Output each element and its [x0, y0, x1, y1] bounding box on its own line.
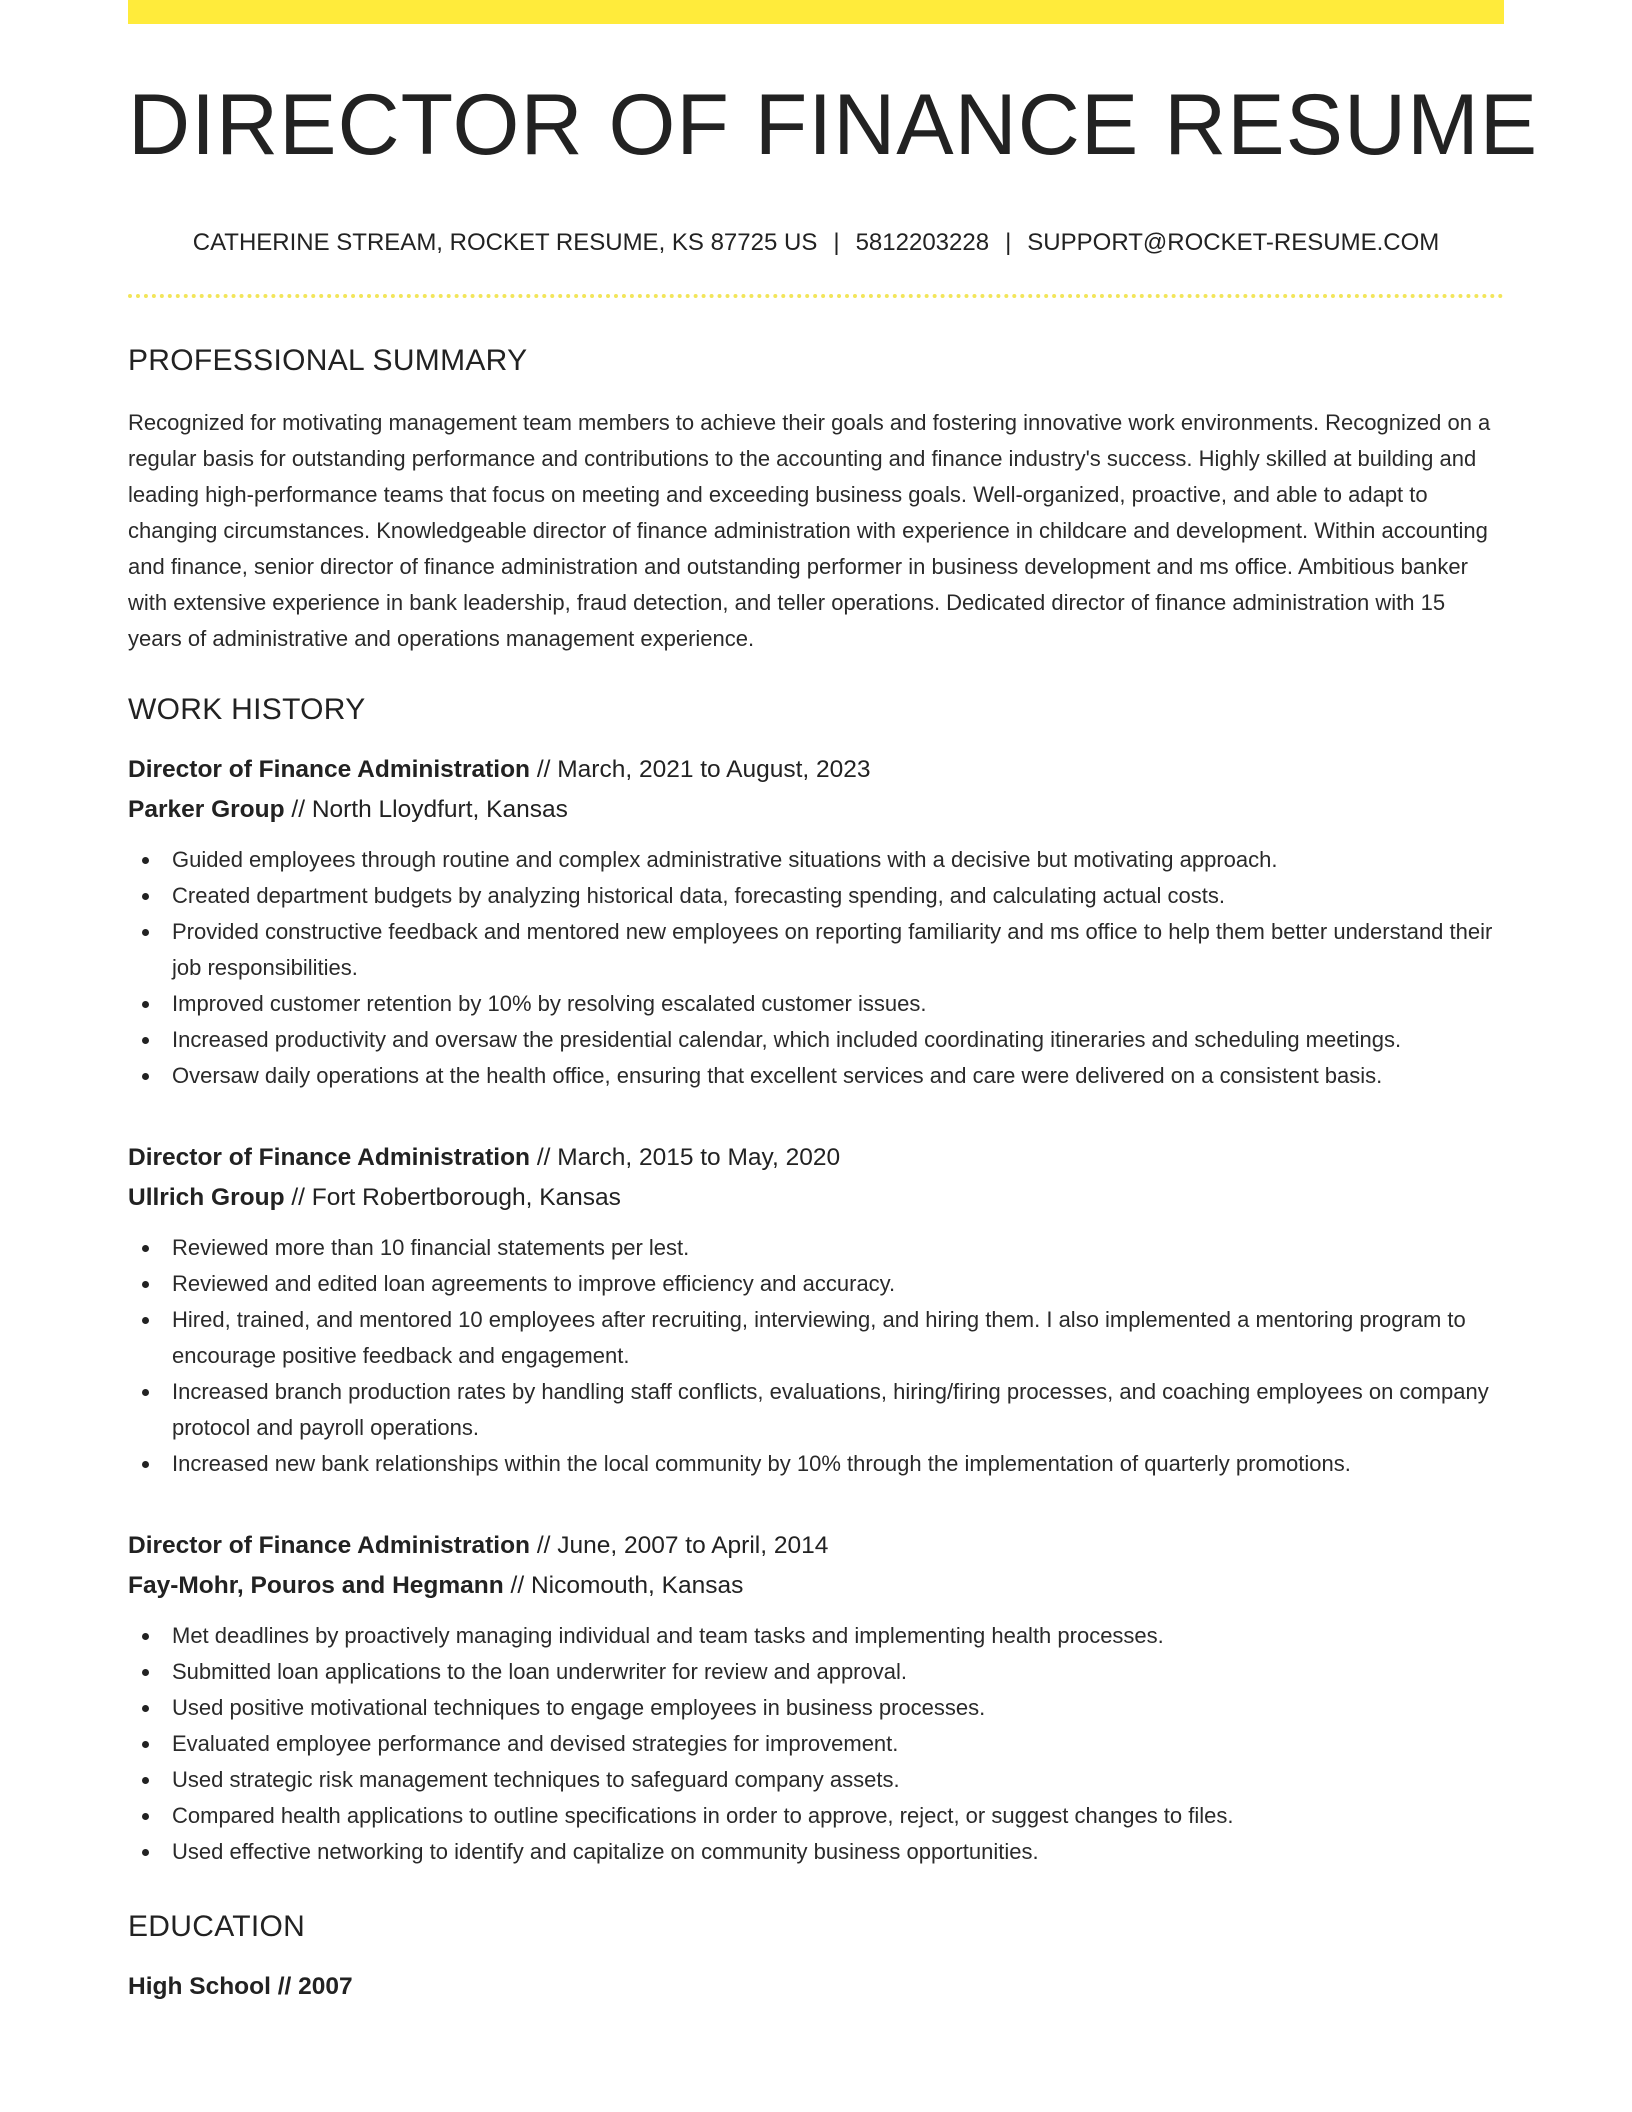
job-bullet-list	[128, 1230, 1504, 1482]
job-company: Fay-Mohr, Pouros and Hegmann	[128, 1572, 504, 1600]
contact-address: CATHERINE STREAM, ROCKET RESUME, KS 87725 US	[192, 229, 818, 256]
summary-heading: PROFESSIONAL SUMMARY	[128, 344, 528, 378]
job-location: // Nicomouth, Kansas	[503, 1572, 744, 1600]
job-company-line	[128, 1178, 1504, 1218]
education-entry: High School // 2007	[128, 1973, 353, 2001]
job-bullet: Increased productivity and oversaw the presidential calendar, which included coordinating itineraries and scheduling meetings.	[172, 1022, 1504, 1058]
job-entry	[128, 1138, 1504, 1482]
job-dates: // June, 2007 to April, 2014	[530, 1532, 829, 1560]
dotted-divider	[128, 294, 1504, 298]
contact-email: SUPPORT@ROCKET-RESUME.COM	[1027, 229, 1440, 256]
contact-phone: 5812203228	[855, 229, 990, 256]
job-company: Parker Group	[128, 796, 285, 824]
job-bullet: Oversaw daily operations at the health office, ensuring that excellent services and care were delivered on a consistent basis.	[172, 1058, 1504, 1094]
job-location: // Fort Robertborough, Kansas	[284, 1184, 621, 1212]
resume-page	[128, 0, 1539, 2007]
job-entry	[128, 750, 1504, 1094]
job-bullet: Provided constructive feedback and mentored new employees on reporting familiarity and ms office to help them better understand their job responsibilities.	[172, 914, 1504, 986]
job-title: Director of Finance Administration	[128, 1532, 531, 1560]
job-company-line	[128, 790, 1504, 830]
contact-separator: |	[833, 229, 840, 256]
job-bullet: Used strategic risk management techniques to safeguard company assets.	[172, 1762, 1504, 1798]
job-company-line	[128, 1566, 1504, 1606]
job-company: Ullrich Group	[128, 1184, 285, 1212]
job-bullet-list	[128, 1618, 1504, 1870]
work-history-list	[128, 750, 1504, 1870]
job-dates: // March, 2015 to May, 2020	[530, 1144, 841, 1172]
job-bullet: Hired, trained, and mentored 10 employees after recruiting, interviewing, and hiring them. I also implemented a mentoring program to encourage positive feedback and engagement.	[172, 1302, 1504, 1374]
summary-text: Recognized for motivating management team members to achieve their goals and fostering innovative work environments. Recognized on a regular basis for outstanding performance and contributions to the accounting and finance industry's success. Highly skilled at building and leading high-performance teams that focus on meeting and exceeding business goals. Well-organized, proactive, and able to adapt to changing circumstances. Knowledgeable director of finance administration with experience in childcare and development. Within accounting and finance, senior director of finance administration and outstanding performer in business development and ms office. Ambitious banker with extensive experience in bank leadership, fraud detection, and teller operations. Dedicated director of finance administration with 15 years of administrative and operations management experience.	[128, 410, 1491, 652]
job-bullet: Used positive motivational techniques to engage employees in business processes.	[172, 1690, 1504, 1726]
resume-title: DIRECTOR OF FINANCE RESUME	[128, 77, 1539, 173]
job-bullet: Guided employees through routine and complex administrative situations with a decisive but motivating approach.	[172, 842, 1504, 878]
job-bullet: Met deadlines by proactively managing individual and team tasks and implementing health processes.	[172, 1618, 1504, 1654]
job-bullet: Created department budgets by analyzing historical data, forecasting spending, and calculating actual costs.	[172, 878, 1504, 914]
job-title: Director of Finance Administration	[128, 756, 531, 784]
job-title-line	[128, 1526, 1504, 1566]
job-bullet: Improved customer retention by 10% by resolving escalated customer issues.	[172, 986, 1504, 1022]
job-bullet: Submitted loan applications to the loan underwriter for review and approval.	[172, 1654, 1504, 1690]
job-title-line	[128, 1138, 1504, 1178]
job-bullet: Compared health applications to outline specifications in order to approve, reject, or suggest changes to files.	[172, 1798, 1504, 1834]
job-bullet: Increased branch production rates by handling staff conflicts, evaluations, hiring/firing processes, and coaching employees on company protocol and payroll operations.	[172, 1374, 1504, 1446]
job-bullet-list	[128, 842, 1504, 1094]
top-accent-bar	[128, 0, 1504, 24]
job-title: Director of Finance Administration	[128, 1144, 531, 1172]
job-bullet: Reviewed and edited loan agreements to improve efficiency and accuracy.	[172, 1266, 1504, 1302]
job-dates: // March, 2021 to August, 2023	[530, 756, 871, 784]
job-bullet: Used effective networking to identify and capitalize on community business opportunities.	[172, 1834, 1504, 1870]
job-bullet: Increased new bank relationships within the local community by 10% through the implementation of quarterly promotions.	[172, 1446, 1504, 1482]
work-history-heading: WORK HISTORY	[128, 693, 366, 727]
job-bullet: Evaluated employee performance and devised strategies for improvement.	[172, 1726, 1504, 1762]
job-location: // North Lloydfurt, Kansas	[284, 796, 568, 824]
job-entry	[128, 1526, 1504, 1870]
education-heading: EDUCATION	[128, 1910, 306, 1944]
job-title-line	[128, 750, 1504, 790]
contact-line	[128, 230, 1504, 256]
job-bullet: Reviewed more than 10 financial statements per lest.	[172, 1230, 1504, 1266]
contact-separator: |	[1005, 229, 1012, 256]
